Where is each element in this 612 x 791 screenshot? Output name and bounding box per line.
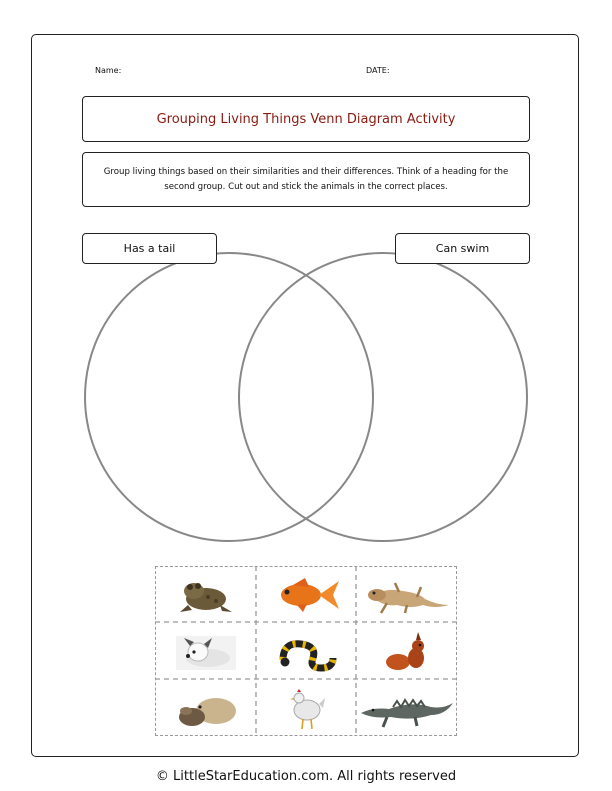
cutout-guinea-pigs[interactable] — [156, 681, 256, 737]
venn-heading-left: Has a tail — [123, 242, 176, 255]
date-label: DATE: — [366, 66, 390, 75]
alligator-icon — [359, 689, 455, 729]
cutout-bearded-dragon[interactable] — [357, 567, 457, 623]
cutout-chicken[interactable] — [257, 681, 357, 737]
page-title: Grouping Living Things Venn Diagram Activity — [156, 111, 456, 127]
squirrel-icon — [382, 630, 432, 674]
goldfish-icon — [271, 575, 343, 615]
frog-icon — [176, 575, 236, 615]
venn-circle-right — [239, 253, 527, 541]
bearded-dragon-icon — [363, 575, 451, 615]
snake-icon — [275, 630, 339, 674]
venn-heading-right: Can swim — [435, 242, 490, 255]
copyright-footer: © LittleStarEducation.com. All rights reserved — [155, 769, 457, 784]
cutout-grid — [155, 566, 457, 736]
guinea-pigs-icon — [174, 689, 238, 729]
venn-heading-right-box — [395, 233, 530, 264]
venn-heading-left-box — [82, 233, 217, 264]
venn-circle-left — [85, 253, 373, 541]
cutout-snake[interactable] — [257, 624, 357, 680]
cutout-goldfish[interactable] — [257, 567, 357, 623]
dog-icon — [174, 632, 238, 672]
cutout-alligator[interactable] — [357, 681, 457, 737]
name-label: Name: — [95, 66, 122, 75]
cutout-dog[interactable] — [156, 624, 256, 680]
cutout-frog[interactable] — [156, 567, 256, 623]
instructions-text: Group living things based on their similarities and their differences. Think of a heading for the second group. Cut out and stick the animals in the correct places. — [103, 166, 509, 192]
chicken-icon — [287, 686, 327, 732]
cutout-squirrel[interactable] — [357, 624, 457, 680]
